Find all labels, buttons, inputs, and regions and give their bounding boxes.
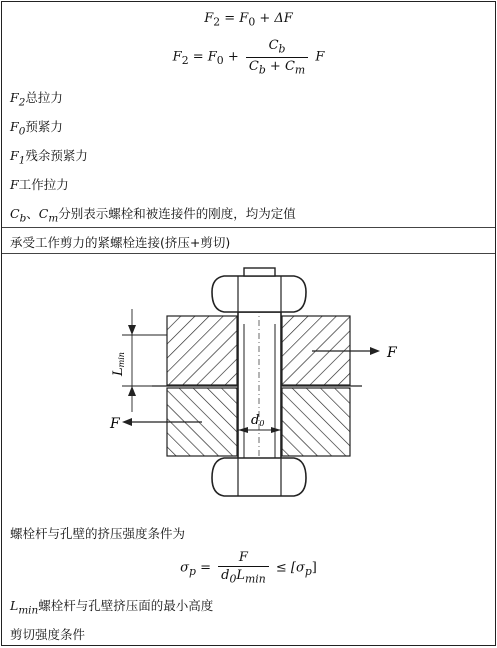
shear-title: 剪切强度条件: [10, 627, 86, 642]
total-tension-formula: $F_2 = F_0 + \Delta F$: [204, 11, 293, 29]
bearing-section: [2, 254, 495, 645]
bearing-fraction: $\frac{F}{d_0L_{min}}$: [218, 550, 269, 586]
lower-plate-right: [282, 388, 350, 456]
bolt-head: [212, 458, 306, 496]
lmin-arrow-top: [128, 325, 136, 335]
force-label-left: F: [110, 416, 120, 432]
force-arrow-right-head: [370, 347, 380, 355]
lmin-label: Lmin: [111, 352, 126, 376]
definition-f1: $F_1$残余预紧力: [10, 148, 88, 167]
definition-f: F工作拉力: [10, 177, 69, 192]
section-heading: 承受工作剪力的紧螺栓连接(挤压+剪切): [10, 235, 231, 250]
force-arrow-left-head: [122, 418, 132, 426]
top-nut: [212, 276, 306, 312]
formula-section: [2, 2, 495, 228]
bearing-title: 螺栓杆与孔壁的挤压强度条件为: [10, 526, 186, 541]
d0-label: d0: [251, 413, 265, 428]
document-page: [1, 1, 496, 646]
bolt-joint-figure: [2, 254, 495, 514]
definition-f2: $F_2$总拉力: [10, 90, 63, 109]
lmin-arrow-bottom: [128, 386, 136, 396]
upper-plate-left: [167, 316, 237, 385]
section-heading-row: [2, 228, 495, 254]
stiffness-fraction: $\frac{C_b}{C_b + C_m}$: [246, 38, 308, 76]
lmin-definition: $L_{min}$螺栓杆与孔壁挤压面的最小高度: [10, 598, 214, 617]
bolt-thread-tip: [244, 268, 275, 276]
stiffness-formula: $F_2 = F_0$ + $\frac{C_b}{C_b + C_m}$ F: [172, 38, 325, 77]
definition-f0: $F_0$预紧力: [10, 119, 63, 138]
force-label-right: F: [387, 345, 397, 361]
definition-stiffness: $C_b$、$C_m$分别表示螺栓和被连接件的刚度，均为定值: [10, 206, 296, 225]
bearing-formula: $\sigma_p$ = $\frac{F}{d_0L_{min}}$ ≤ $[\sigma_p]$: [180, 550, 317, 586]
